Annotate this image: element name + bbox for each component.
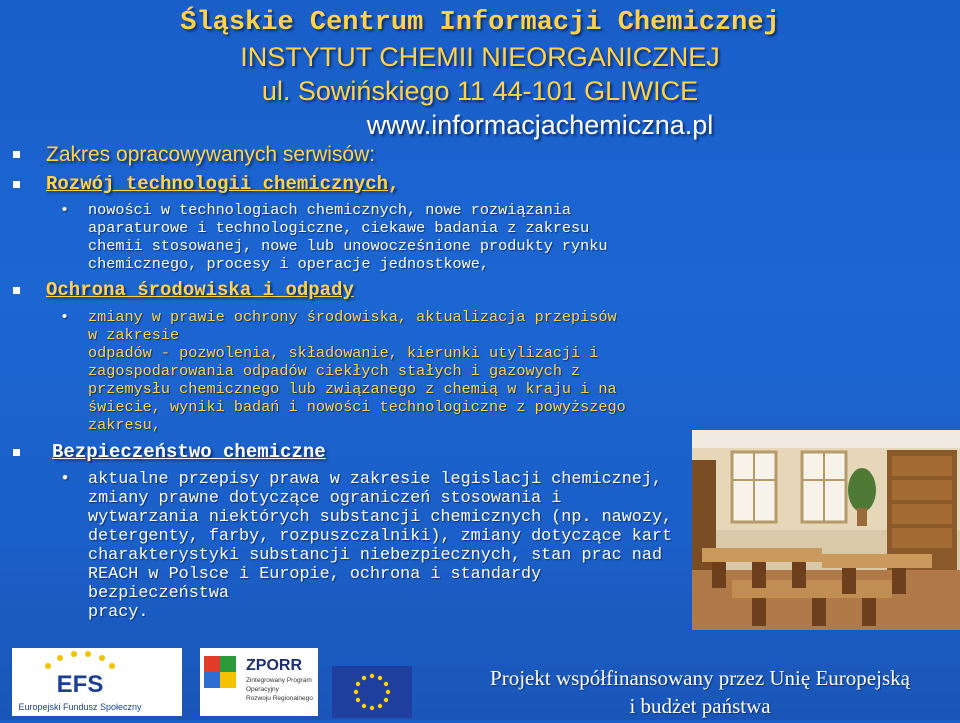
project-line-1: Projekt współfinansowany przez Unię Europejską	[490, 666, 910, 690]
bullet-line: chemii stosowanej, nowe lub unowocześnione produkty rynku	[88, 237, 608, 255]
header-line-3: ul. Sowińskiego 11 44-101 GLIWICE	[261, 76, 699, 106]
bullet-safety	[0, 470, 690, 622]
bullet-line: odpadów - pozwolenia, składowanie, kierunki utylizacji i	[88, 344, 599, 362]
bullet-dot-icon: •	[60, 470, 71, 489]
bullet-line: przemysłu chemicznego lub związanego z chemią w kraju i na	[88, 380, 617, 398]
bullet-line: zmiany prawne dotyczące ograniczeń stosowania i	[88, 489, 562, 508]
library-photo-image	[692, 430, 960, 630]
zporr-sub-3: Rozwoju Regionalnego	[246, 695, 313, 702]
efs-logo	[12, 648, 182, 716]
section-title-safety[interactable]: Bezpieczeństwo chemiczne	[52, 441, 326, 463]
bullet-line: charakterystyki substancji niebezpiecznych, stan prac nad	[88, 546, 663, 565]
header-line-2: INSTYTUT CHEMII NIEORGANICZNEJ	[240, 42, 720, 72]
efs-label: EFS	[56, 671, 104, 698]
bullet-line: REACH w Polsce i Europie, ochrona i standardy bezpieczeństwa	[88, 565, 542, 603]
content	[0, 142, 690, 622]
bullet-line: nowości w technologiach chemicznych, nowe rozwiązania	[88, 201, 572, 219]
section-title-technology[interactable]: Rozwój technologii chemicznych	[46, 173, 389, 195]
section-technology	[0, 172, 690, 196]
bullet-environment	[0, 308, 690, 434]
eu-flag-icon	[332, 666, 412, 718]
bullet-line: zakresu,	[88, 416, 161, 434]
section-safety	[0, 440, 690, 464]
header	[0, 6, 960, 142]
zporr-sub-1: Zintegrowany Program	[246, 677, 312, 684]
section-environment	[0, 278, 690, 302]
bullet-line: pracy.	[88, 603, 149, 622]
bullet-line: detergenty, farby, rozpuszczalniki), zmiany dotyczące kart	[88, 527, 673, 546]
zporr-puzzle-icon	[204, 656, 236, 688]
zporr-sub-2: Operacyjny	[246, 686, 279, 693]
square-bullet-icon	[13, 449, 20, 456]
eu-flag-logo	[332, 666, 412, 718]
efs-logo-image	[12, 648, 182, 716]
zporr-logo-image	[200, 648, 318, 716]
scope-heading	[0, 142, 690, 168]
zporr-label: ZPORR	[246, 657, 302, 674]
zporr-logo	[200, 648, 318, 716]
project-funding-text	[470, 664, 930, 720]
bullet-line: aparaturowe i technologiczne, ciekawe badania z zakresu	[88, 219, 590, 237]
square-bullet-icon	[13, 151, 20, 158]
bullet-line: aktualne przepisy prawa w zakresie legislacji chemicznej,	[88, 470, 663, 489]
bullet-technology	[0, 201, 690, 273]
bullet-line: wytwarzania niektórych substancji chemicznych (np. nawozy,	[88, 508, 673, 527]
section-title-suffix: ,	[388, 173, 400, 195]
project-line-2: i budżet państwa	[629, 694, 771, 718]
bullet-line: świecie, wyniki badań i nowości technologiczne z powyższego	[88, 398, 626, 416]
bullet-line: zmiany w prawie ochrony środowiska, aktualizacja przepisów	[88, 308, 617, 326]
scope-heading-text: Zakres opracowywanych serwisów:	[46, 143, 376, 166]
bullet-line: zagospodarowania odpadów ciekłych stałych i gazowych z	[88, 362, 581, 380]
bullet-line: chemicznego, procesy i operacje jednostkowe,	[88, 255, 490, 273]
square-bullet-icon	[13, 181, 20, 188]
efs-sub: Europejski Fundusz Społeczny	[18, 702, 142, 712]
bullet-dot-icon: •	[60, 201, 70, 219]
square-bullet-icon	[13, 287, 20, 294]
library-photo	[692, 430, 960, 630]
bullet-line: w zakresie	[88, 326, 180, 344]
bullet-dot-icon: •	[60, 308, 70, 326]
section-title-environment[interactable]: Ochrona środowiska i odpady	[46, 279, 354, 301]
header-website[interactable]: www.informacjachemiczna.pl	[366, 110, 714, 140]
header-line-1: Śląskie Centrum Informacji Chemicznej	[180, 8, 780, 38]
